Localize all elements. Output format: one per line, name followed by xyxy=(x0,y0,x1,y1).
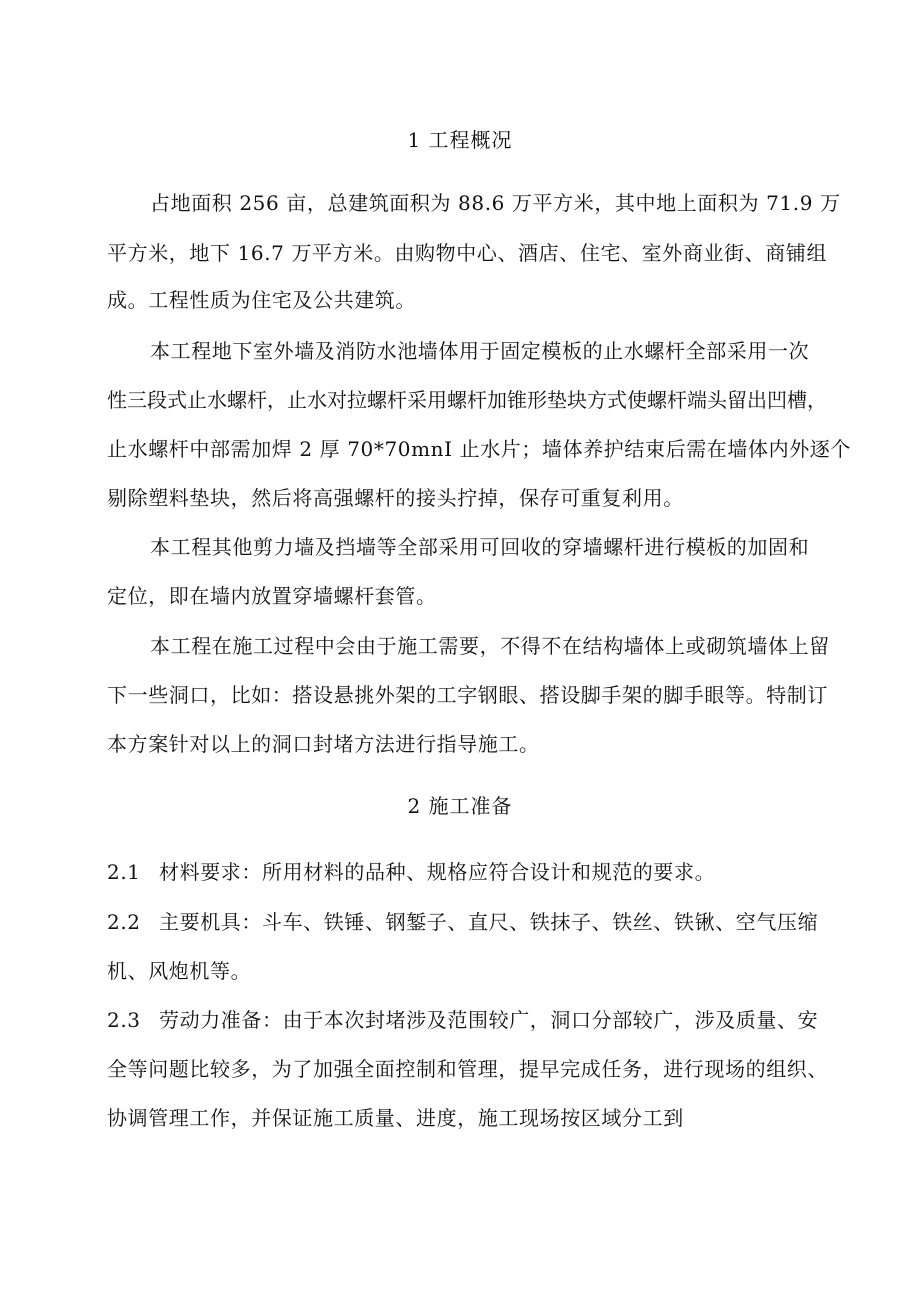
paragraph-4-line-2: 下一些洞口，比如：搭设悬挑外架的工字钢眼、搭设脚手架的脚手眼等。特制订 xyxy=(107,683,828,707)
section-1-heading: 1 工程概况 xyxy=(407,128,513,152)
item-text: 主要机具：斗车、铁锤、钢錾子、直尺、铁抹子、铁丝、铁锹、空气压缩 xyxy=(159,910,819,934)
item-text: 材料要求：所用材料的品种、规格应符合设计和规范的要求。 xyxy=(159,860,716,884)
paragraph-2-line-2: 性三段式止水螺杆，止水对拉螺杆采用螺杆加锥形垫块方式使螺杆端头留出凹槽， xyxy=(107,388,827,412)
paragraph-2-line-1: 本工程地下室外墙及消防水池墙体用于固定模板的止水螺杆全部采用一次 xyxy=(150,339,810,363)
paragraph-3-line-1: 本工程其他剪力墙及挡墙等全部采用可回收的穿墙螺杆进行模板的加固和 xyxy=(150,535,810,559)
list-item-2-2-line-2: 机、风炮机等。 xyxy=(107,959,252,983)
paragraph-1-line-2: 平方米，地下 16.7 万平方米。由购物中心、酒店、住宅、室外商业街、商铺组 xyxy=(107,241,828,265)
paragraph-4-line-3: 本方案针对以上的洞口封堵方法进行指导施工。 xyxy=(107,732,540,756)
item-number: 2.2 xyxy=(107,910,141,934)
section-2-heading: 2 施工准备 xyxy=(407,794,513,818)
paragraph-1-line-3: 成。工程性质为住宅及公共建筑。 xyxy=(107,288,416,312)
list-item-2-3 xyxy=(107,1006,907,1034)
paragraph-2-line-3: 止水螺杆中部需加焊 2 厚 70*70mnI 止水片；墙体养护结束后需在墙体内外逐个 xyxy=(107,437,851,461)
list-item-2-2 xyxy=(107,908,907,936)
paragraph-3-line-2: 定位，即在墙内放置穿墙螺杆套管。 xyxy=(107,584,437,608)
list-item-2-3-line-2: 全等问题比较多，为了加强全面控制和管理，提早完成任务，进行现场的组织、 xyxy=(107,1057,828,1081)
list-item-2-3-line-3: 协调管理工作，并保证施工质量、进度，施工现场按区域分工到 xyxy=(107,1106,684,1130)
paragraph-2-line-4: 剔除塑料垫块，然后将高强螺杆的接头拧掉，保存可重复利用。 xyxy=(107,486,684,510)
item-number: 2.1 xyxy=(107,860,141,884)
paragraph-1-line-1: 占地面积 256 亩，总建筑面积为 88.6 万平方米，其中地上面积为 71.9 万 xyxy=(150,191,841,215)
item-number: 2.3 xyxy=(107,1008,141,1032)
paragraph-4-line-1: 本工程在施工过程中会由于施工需要，不得不在结构墙体上或砌筑墙体上留 xyxy=(150,634,830,658)
item-text: 劳动力准备：由于本次封堵涉及范围较广，洞口分部较广，涉及质量、安 xyxy=(159,1008,819,1032)
list-item-2-1 xyxy=(107,858,907,886)
